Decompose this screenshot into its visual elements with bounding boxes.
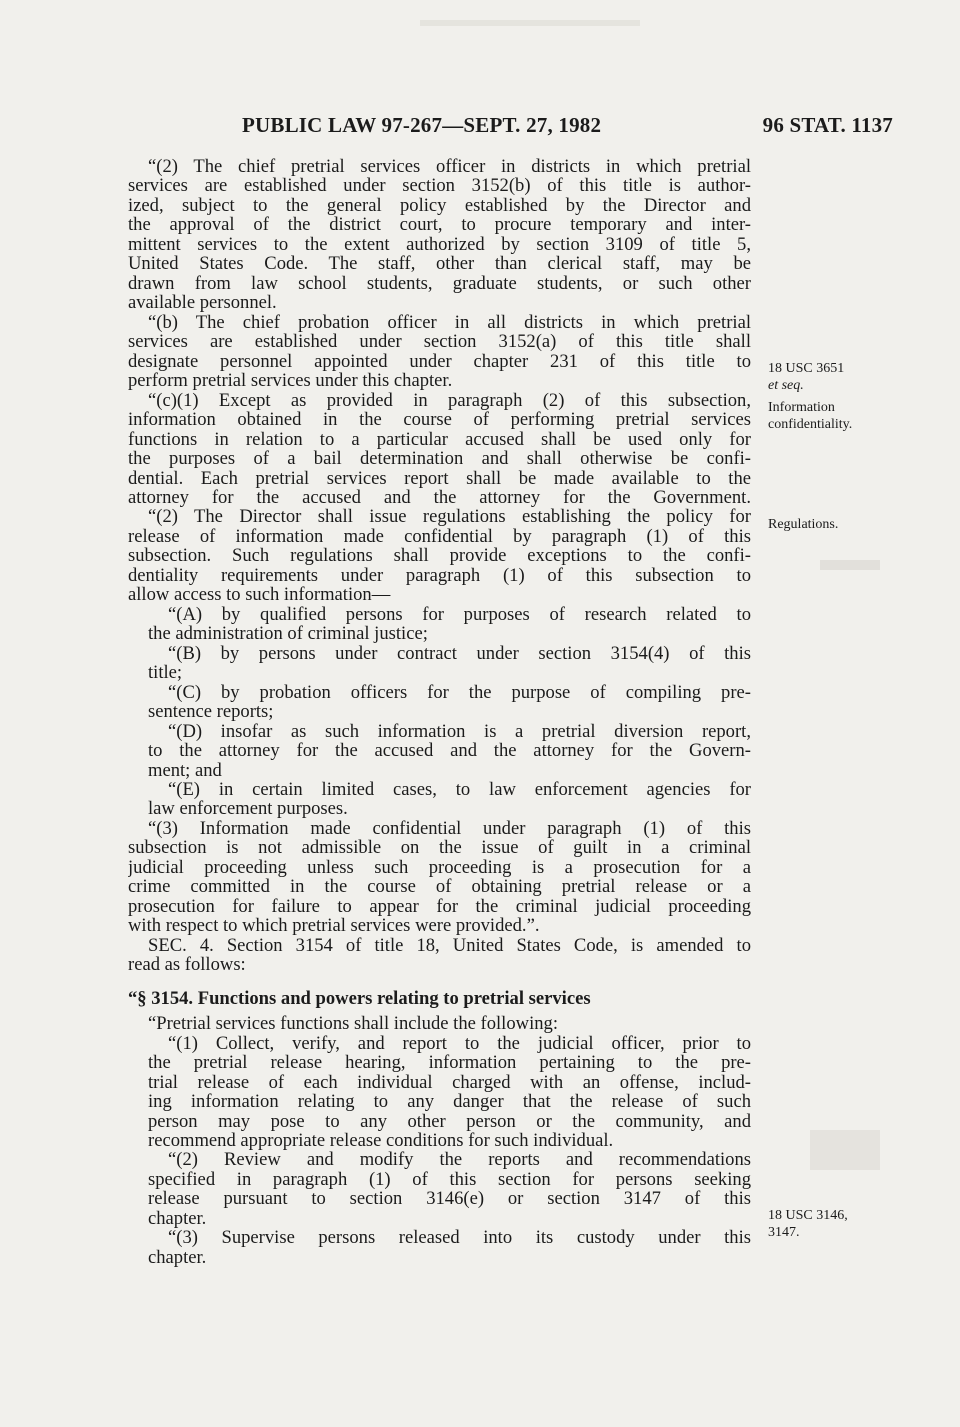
text-line: mittent services to the extent authorized by section 3109 of title 5,	[128, 234, 751, 255]
text-line: the administration of criminal justice;	[148, 624, 428, 644]
bleed-through-mark	[810, 1130, 880, 1170]
text-line: information obtained in the course of performing pretrial services	[128, 410, 751, 430]
text-line: with respect to which pretrial services were provided.”.	[128, 916, 540, 936]
text-line: the pretrial release hearing, information pertaining to the pre-	[148, 1053, 751, 1073]
text-line: “(b) The chief probation officer in all districts in which pretrial	[148, 312, 751, 333]
section-heading: “§ 3154. Functions and powers relating to pretrial services	[128, 988, 591, 1009]
header-title: PUBLIC LAW 97-267—SEPT. 27, 1982	[242, 113, 602, 137]
body-text	[128, 157, 751, 1267]
text-line: subsection is not admissible on the issue of guilt in a criminal	[128, 838, 751, 858]
text-line: “(D) insofar as such information is a pretrial diversion report,	[168, 721, 751, 742]
text-line: “(E) in certain limited cases, to law enforcement agencies for	[168, 780, 751, 800]
text-line: dential. Each pretrial services report shall be made available to the	[128, 468, 751, 488]
text-line: sentence reports;	[148, 702, 274, 722]
bleed-through-mark	[420, 20, 640, 26]
margin-note-text: 18 USC 3146,	[768, 1208, 848, 1223]
text-line: drawn from law school students, graduate students, or such other	[128, 273, 751, 294]
text-line: specified in paragraph (1) of this section for persons seeking	[148, 1169, 751, 1190]
text-line: dentiality requirements under paragraph (1) of this subsection to	[128, 565, 751, 586]
text-line: “Pretrial services functions shall include the following:	[148, 1014, 558, 1034]
text-line: services are established under section 3152(a) of this title shall	[128, 332, 751, 352]
text-line: designate personnel appointed under chapter 231 of this title to	[128, 351, 751, 372]
margin-note-text: 3147.	[768, 1225, 800, 1240]
text-line: subsection. Such regulations shall provide exceptions to the confi-	[128, 546, 751, 566]
section-gap	[128, 975, 751, 989]
section-4-text: SEC. 4. Section 3154 of title 18, United States Code, is amended to	[148, 935, 751, 956]
text-line: read as follows:	[128, 955, 246, 975]
text-line: ing information relating to any danger that the release of such	[148, 1092, 751, 1112]
text-line: judicial proceeding unless such proceeding is a prosecution for a	[128, 857, 751, 878]
text-line: “(2) The Director shall issue regulations establishing the policy for	[148, 507, 751, 527]
text-line: to the attorney for the accused and the attorney for the Govern-	[148, 741, 751, 761]
text-line: perform pretrial services under this chapter.	[128, 371, 453, 391]
running-header	[128, 113, 893, 141]
text-line: available personnel.	[128, 293, 277, 313]
text-line: release pursuant to section 3146(e) or section 3147 of this	[148, 1189, 751, 1209]
header-stat-page: 96 STAT. 1137	[762, 113, 893, 137]
text-line: “(B) by persons under contract under section 3154(4) of this	[168, 643, 751, 664]
margin-note-usc-3146	[768, 1207, 848, 1241]
text-line: “(1) Collect, verify, and report to the judicial officer, prior to	[168, 1033, 751, 1054]
text-line: United States Code. The staff, other than clerical staff, may be	[128, 254, 751, 274]
text-line: trial release of each individual charged with an offense, includ-	[148, 1072, 751, 1093]
text-line: functions in relation to a particular accused shall be used only for	[128, 429, 751, 450]
text-line: services are established under section 3152(b) of this title is author-	[128, 176, 751, 196]
text-line: release of information made confidential by paragraph (1) of this	[128, 526, 751, 547]
bleed-through-mark	[820, 560, 880, 570]
text-line: title;	[148, 663, 183, 683]
text-line: the purposes of a bail determination and shall otherwise be confi-	[128, 449, 751, 469]
text-line: “(A) by qualified persons for purposes of research related to	[168, 604, 751, 625]
text-line: “(3) Supervise persons released into its custody under this	[168, 1228, 751, 1248]
margin-note-information-confidentiality	[768, 399, 852, 433]
margin-note-text: Regulations.	[768, 517, 839, 532]
text-line: the approval of the district court, to procure temporary and inter-	[128, 215, 751, 235]
margin-note-text: 18 USC 3651	[768, 361, 845, 376]
text-line: chapter.	[148, 1208, 207, 1229]
text-line: “(c)(1) Except as provided in paragraph (2) of this subsection,	[148, 390, 751, 411]
text-line: person may pose to any other person or the community, and	[148, 1111, 751, 1131]
text-line: law enforcement purposes.	[148, 799, 348, 819]
margin-note-text: Information	[768, 400, 835, 415]
margin-note-regulations	[768, 516, 838, 533]
text-line: ized, subject to the general policy established by the Director and	[128, 195, 751, 216]
text-line: allow access to such information—	[128, 585, 391, 605]
margin-note-usc-3651	[768, 360, 844, 394]
margin-note-text: confidentiality.	[768, 417, 853, 432]
text-line: attorney for the accused and the attorney for the Government.	[128, 487, 751, 508]
margin-note-text: et seq.	[768, 378, 804, 393]
text-line: prosecution for failure to appear for the criminal judicial proceeding	[128, 896, 751, 917]
text-line: “(3) Information made confidential under paragraph (1) of this	[148, 818, 751, 839]
text-line: recommend appropriate release conditions for such individual.	[148, 1130, 614, 1151]
text-line: “(2) Review and modify the reports and recommendations	[168, 1150, 751, 1170]
text-line: ment; and	[148, 760, 222, 780]
text-line: “(2) The chief pretrial services officer in districts in which pretrial	[148, 157, 751, 177]
text-line: crime committed in the course of obtaining pretrial release or a	[128, 877, 751, 897]
text-line: “(C) by probation officers for the purpose of compiling pre-	[168, 682, 751, 703]
text-line: chapter.	[148, 1247, 207, 1268]
